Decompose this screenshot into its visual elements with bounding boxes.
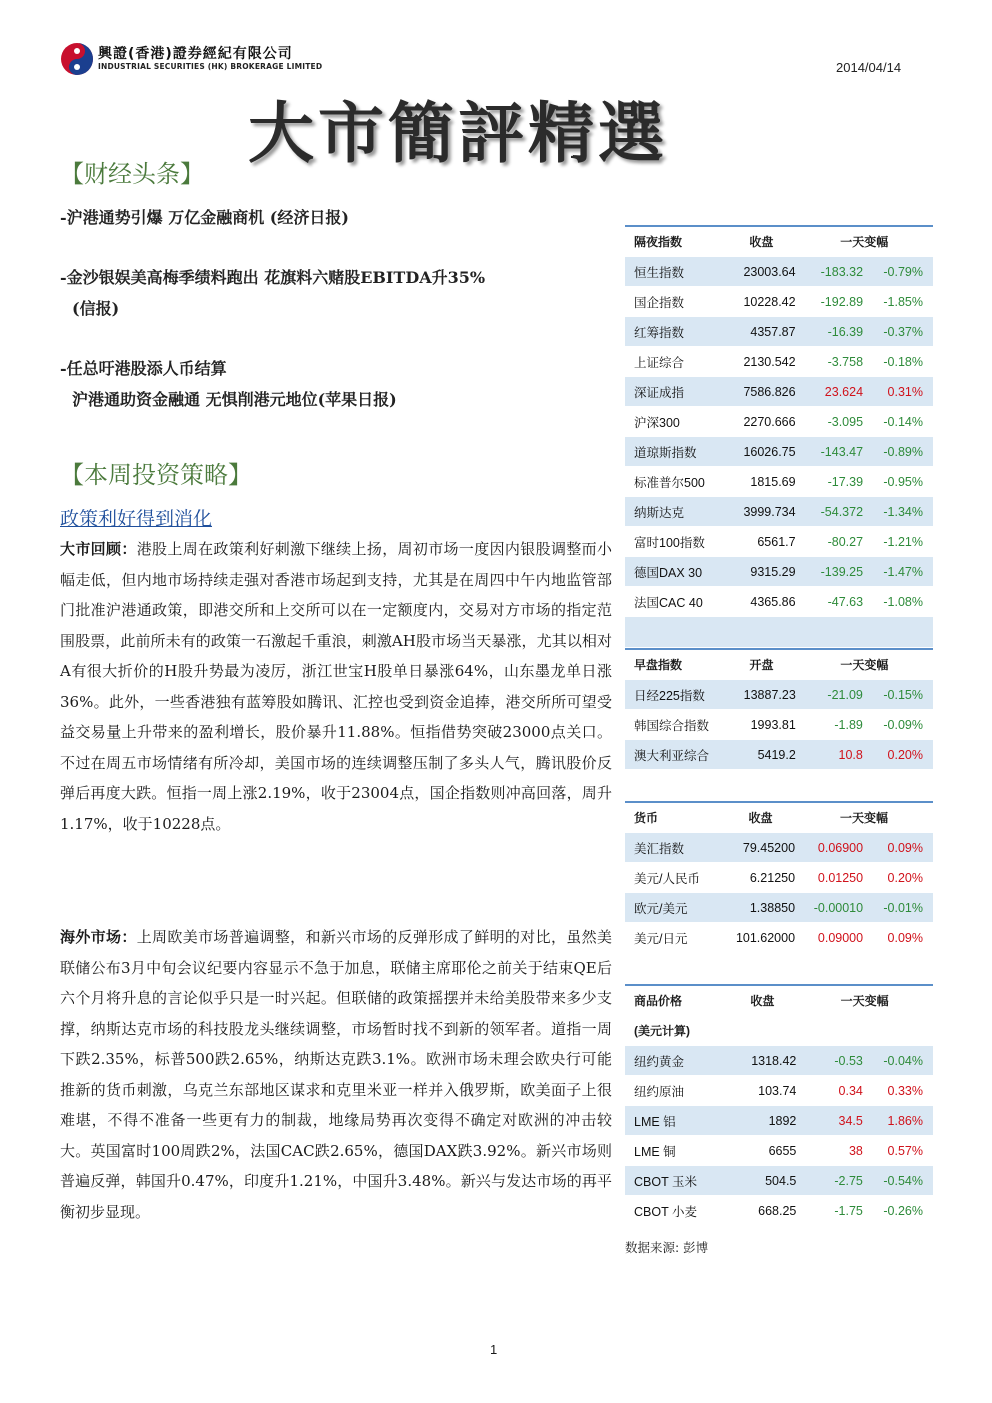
change-percent-cell: -0.09%	[863, 710, 933, 740]
table-subheader-row	[625, 1016, 933, 1046]
change-value-cell: -139.25	[796, 557, 863, 587]
close-value-cell: 504.5	[728, 1166, 796, 1196]
close-value-cell: 10228.42	[727, 287, 795, 317]
change-value-cell: 34.5	[796, 1106, 863, 1136]
close-value-cell: 1318.42	[728, 1046, 796, 1076]
table-row	[625, 863, 933, 893]
table-row	[625, 1106, 933, 1136]
news-headline-continued: (信报)	[72, 299, 120, 318]
change-value-cell: -21.09	[796, 680, 863, 710]
overseas-market-text: 上周欧美市场普遍调整，和新兴市场的反弹形成了鲜明的对比，虽然美联储公布3月中旬会议纪要内容显示不急于加息，联储主席耶伦之前关于结束QE后六个月将升息的言论似乎只是一时兴起。但联储的政策摇摆并未给美股带来多少支撑，纳斯达克市场的科技股龙头继续调整，市场暂时找不到新的领军者。道指一周下跌2.35%，标普500跌2.65%，纳斯达克跌3.1%。欧洲市场未理会欧央行可能推新的货币刺激，乌克兰东部地区谋求和克里米亚一样并入俄罗斯，欧美面子上很难堪，不得不准备一些更有力的制裁，地缘局势再次变得不确定对欧洲的冲击较大。英国富时100周跌2%，法国CAC跌2.65%，德国DAX跌3.92%。新兴市场则普遍反弹，韩国升0.47%，印度升1.21%，中国升3.48%。新兴与发达市场的再平衡初步显现。	[60, 928, 612, 1221]
market-name-cell: 上证综合	[625, 347, 727, 377]
change-percent-cell: -0.01%	[863, 893, 933, 923]
change-value-cell: -47.63	[796, 587, 863, 617]
change-percent-cell: -1.85%	[863, 287, 933, 317]
change-value-cell: -143.47	[796, 437, 863, 467]
market-name-cell: 欧元/美元	[625, 893, 726, 923]
change-percent-cell: 0.57%	[863, 1136, 933, 1166]
change-percent-cell: 0.20%	[863, 863, 933, 893]
change-value-cell: -80.27	[796, 527, 863, 557]
overseas-market-label: 海外市场：	[60, 928, 137, 946]
change-value-cell: -3.758	[796, 347, 863, 377]
market-review-label: 大市回顾：	[60, 540, 137, 558]
close-value-cell: 5419.2	[727, 740, 795, 770]
column-header: 收盘	[727, 226, 795, 257]
market-name-cell: 纽约原油	[625, 1076, 728, 1106]
close-value-cell: 23003.64	[727, 257, 795, 287]
table-row	[625, 557, 933, 587]
change-value-cell: -17.39	[796, 467, 863, 497]
company-name-en: INDUSTRIAL SECURITIES (HK) BROKERAGE LIMITED	[98, 62, 323, 71]
column-header: 收盘	[728, 985, 796, 1016]
table-row	[625, 740, 933, 770]
change-value-cell: -54.372	[796, 497, 863, 527]
table-row	[625, 347, 933, 377]
change-value-cell: -1.75	[796, 1196, 863, 1226]
table-row	[625, 923, 933, 953]
close-value-cell: 6561.7	[727, 527, 795, 557]
market-name-cell: 深证成指	[625, 377, 727, 407]
change-percent-cell: -0.95%	[863, 467, 933, 497]
column-subheader: (美元计算)	[625, 1016, 933, 1046]
close-value-cell: 1892	[728, 1106, 796, 1136]
market-name-cell: 韩国综合指数	[625, 710, 727, 740]
change-percent-cell: 0.31%	[863, 377, 933, 407]
change-value-cell: 38	[796, 1136, 863, 1166]
close-value-cell: 2130.542	[727, 347, 795, 377]
close-value-cell: 1.38850	[726, 893, 795, 923]
report-date: 2014/04/14	[836, 60, 902, 75]
change-value-cell: -3.095	[796, 407, 863, 437]
strategy-title-link[interactable]: 政策利好得到消化	[60, 508, 213, 530]
change-value-cell: 0.01250	[795, 863, 863, 893]
column-header: 隔夜指数	[625, 226, 727, 257]
change-percent-cell: -0.18%	[863, 347, 933, 377]
close-value-cell: 13887.23	[727, 680, 795, 710]
change-value-cell: -0.00010	[795, 893, 863, 923]
column-header: 一天变幅	[796, 226, 933, 257]
company-name-cn: 興證(香港)證券經紀有限公司	[98, 46, 293, 62]
close-value-cell: 4357.87	[727, 317, 795, 347]
column-header: 开盘	[727, 649, 795, 680]
table-row	[625, 1136, 933, 1166]
market-name-cell: LME 铜	[625, 1136, 728, 1166]
overnight-index-table	[625, 225, 933, 648]
close-value-cell: 16026.75	[727, 437, 795, 467]
market-name-cell: 国企指数	[625, 287, 727, 317]
table-row	[625, 1166, 933, 1196]
market-review-paragraph	[60, 534, 612, 839]
change-value-cell: -16.39	[796, 317, 863, 347]
market-review-text: 港股上周在政策利好刺激下继续上扬，周初市场一度因内银股调整而小幅走低，但内地市场持续走强对香港市场起到支持，尤其是在周四中午内地监管部门批准沪港通政策，即港交所和上交所可以在一定额度内，交易对方市场的指定范围股票，此前所未有的政策一石激起千重浪，刺激AH股市场当天暴涨，尤其以相对A有很大折价的H股升势最为凌厉，浙江世宝H股单日暴涨64%，山东墨龙单日涨36%。此外，一些香港独有蓝筹股如腾讯、汇控也受到资金追捧，港交所所可望受益交易量上升带来的盈利增长，股价暴升11.88%。恒指借势突破23000点关口。不过在周五市场情绪有所冷却，美国市场的连续调整压制了多头人气，腾讯股价反弹后再度大跌。恒指一周上涨2.19%，收于23004点，国企指数则冲高回落，周升1.17%，收于10228点。	[60, 540, 612, 833]
close-value-cell: 668.25	[728, 1196, 796, 1226]
column-header: 货币	[625, 802, 726, 833]
close-value-cell: 9315.29	[727, 557, 795, 587]
market-name-cell: 恒生指数	[625, 257, 727, 287]
change-value-cell: -0.53	[796, 1046, 863, 1076]
market-name-cell: 美元/人民币	[625, 863, 726, 893]
page-number: 1	[490, 1342, 498, 1357]
market-name-cell: CBOT 玉米	[625, 1166, 728, 1196]
news-section-title: 【财经头条】	[60, 160, 204, 188]
change-percent-cell: -0.79%	[863, 257, 933, 287]
close-value-cell: 101.62000	[726, 923, 795, 953]
column-header: 早盘指数	[625, 649, 727, 680]
table-row	[625, 437, 933, 467]
page-title: 大市簡評精選	[248, 95, 668, 172]
table-row	[625, 287, 933, 317]
market-name-cell: 法国CAC 40	[625, 587, 727, 617]
table-row	[625, 317, 933, 347]
table-row	[625, 893, 933, 923]
column-header: 一天变幅	[796, 649, 933, 680]
data-source-note: 数据来源: 彭博	[625, 1240, 709, 1255]
close-value-cell: 7586.826	[727, 377, 795, 407]
column-header: 商品价格	[625, 985, 728, 1016]
change-percent-cell: 1.86%	[863, 1106, 933, 1136]
table-row	[625, 497, 933, 527]
change-value-cell: -192.89	[796, 287, 863, 317]
change-value-cell: 10.8	[796, 740, 863, 770]
news-headline: -沪港通势引爆 万亿金融商机 (经济日报)	[60, 208, 349, 227]
close-value-cell: 1993.81	[727, 710, 795, 740]
column-header: 一天变幅	[796, 985, 933, 1016]
market-name-cell: CBOT 小麦	[625, 1196, 728, 1226]
news-headline: -任总吁港股添人币结算	[60, 359, 227, 378]
change-value-cell: 0.34	[796, 1076, 863, 1106]
company-logo-icon	[60, 42, 94, 76]
change-value-cell: 0.09000	[795, 923, 863, 953]
market-name-cell: 美汇指数	[625, 833, 726, 863]
change-value-cell: -1.89	[796, 710, 863, 740]
news-headline-continued: 沪港通助资金融通 无惧削港元地位(苹果日报)	[72, 390, 397, 409]
market-name-cell: LME 铝	[625, 1106, 728, 1136]
change-percent-cell: -1.47%	[863, 557, 933, 587]
table-row	[625, 257, 933, 287]
market-name-cell: 道琼斯指数	[625, 437, 727, 467]
change-percent-cell: -0.54%	[863, 1166, 933, 1196]
close-value-cell: 103.74	[728, 1076, 796, 1106]
change-percent-cell: -0.37%	[863, 317, 933, 347]
market-name-cell: 沪深300	[625, 407, 727, 437]
close-value-cell: 79.45200	[726, 833, 795, 863]
change-value-cell: 23.624	[796, 377, 863, 407]
table-row	[625, 377, 933, 407]
table-row	[625, 833, 933, 863]
change-value-cell: -183.32	[796, 257, 863, 287]
change-percent-cell: -0.04%	[863, 1046, 933, 1076]
table-row	[625, 680, 933, 710]
close-value-cell: 6655	[728, 1136, 796, 1166]
currency-table	[625, 801, 933, 953]
market-name-cell: 标准普尔500	[625, 467, 727, 497]
close-value-cell: 3999.734	[727, 497, 795, 527]
table-row	[625, 527, 933, 557]
change-value-cell: -2.75	[796, 1166, 863, 1196]
change-percent-cell: -0.89%	[863, 437, 933, 467]
close-value-cell: 1815.69	[727, 467, 795, 497]
table-row	[625, 1046, 933, 1076]
table-row	[625, 1196, 933, 1226]
market-name-cell: 澳大利亚综合	[625, 740, 727, 770]
close-value-cell: 2270.666	[727, 407, 795, 437]
table-spacer-row	[625, 617, 933, 648]
table-row	[625, 587, 933, 617]
commodity-table	[625, 984, 933, 1226]
change-percent-cell: -1.34%	[863, 497, 933, 527]
market-name-cell: 纳斯达克	[625, 497, 727, 527]
close-value-cell: 4365.86	[727, 587, 795, 617]
column-header: 一天变幅	[795, 802, 933, 833]
change-value-cell: 0.06900	[795, 833, 863, 863]
market-name-cell: 红筹指数	[625, 317, 727, 347]
table-row	[625, 1076, 933, 1106]
market-name-cell: 美元/日元	[625, 923, 726, 953]
change-percent-cell: 0.33%	[863, 1076, 933, 1106]
column-header: 收盘	[726, 802, 795, 833]
change-percent-cell: -0.15%	[863, 680, 933, 710]
table-header-row	[625, 802, 933, 833]
table-header-row	[625, 985, 933, 1016]
change-percent-cell: 0.09%	[863, 833, 933, 863]
news-headline: -金沙银娱美高梅季绩料跑出 花旗料六赌股EBITDA升35%	[60, 268, 486, 287]
change-percent-cell: 0.09%	[863, 923, 933, 953]
change-percent-cell: -0.26%	[863, 1196, 933, 1226]
close-value-cell: 6.21250	[726, 863, 795, 893]
overseas-market-paragraph	[60, 922, 612, 1227]
market-name-cell: 富时100指数	[625, 527, 727, 557]
table-row	[625, 407, 933, 437]
strategy-section-title: 【本周投资策略】	[60, 461, 252, 489]
table-row	[625, 710, 933, 740]
market-name-cell: 日经225指数	[625, 680, 727, 710]
market-name-cell: 德国DAX 30	[625, 557, 727, 587]
change-percent-cell: 0.20%	[863, 740, 933, 770]
change-percent-cell: -1.08%	[863, 587, 933, 617]
morning-index-table	[625, 648, 933, 770]
market-name-cell: 纽约黄金	[625, 1046, 728, 1076]
table-header-row	[625, 226, 933, 257]
change-percent-cell: -0.14%	[863, 407, 933, 437]
change-percent-cell: -1.21%	[863, 527, 933, 557]
table-header-row	[625, 649, 933, 680]
table-row	[625, 467, 933, 497]
